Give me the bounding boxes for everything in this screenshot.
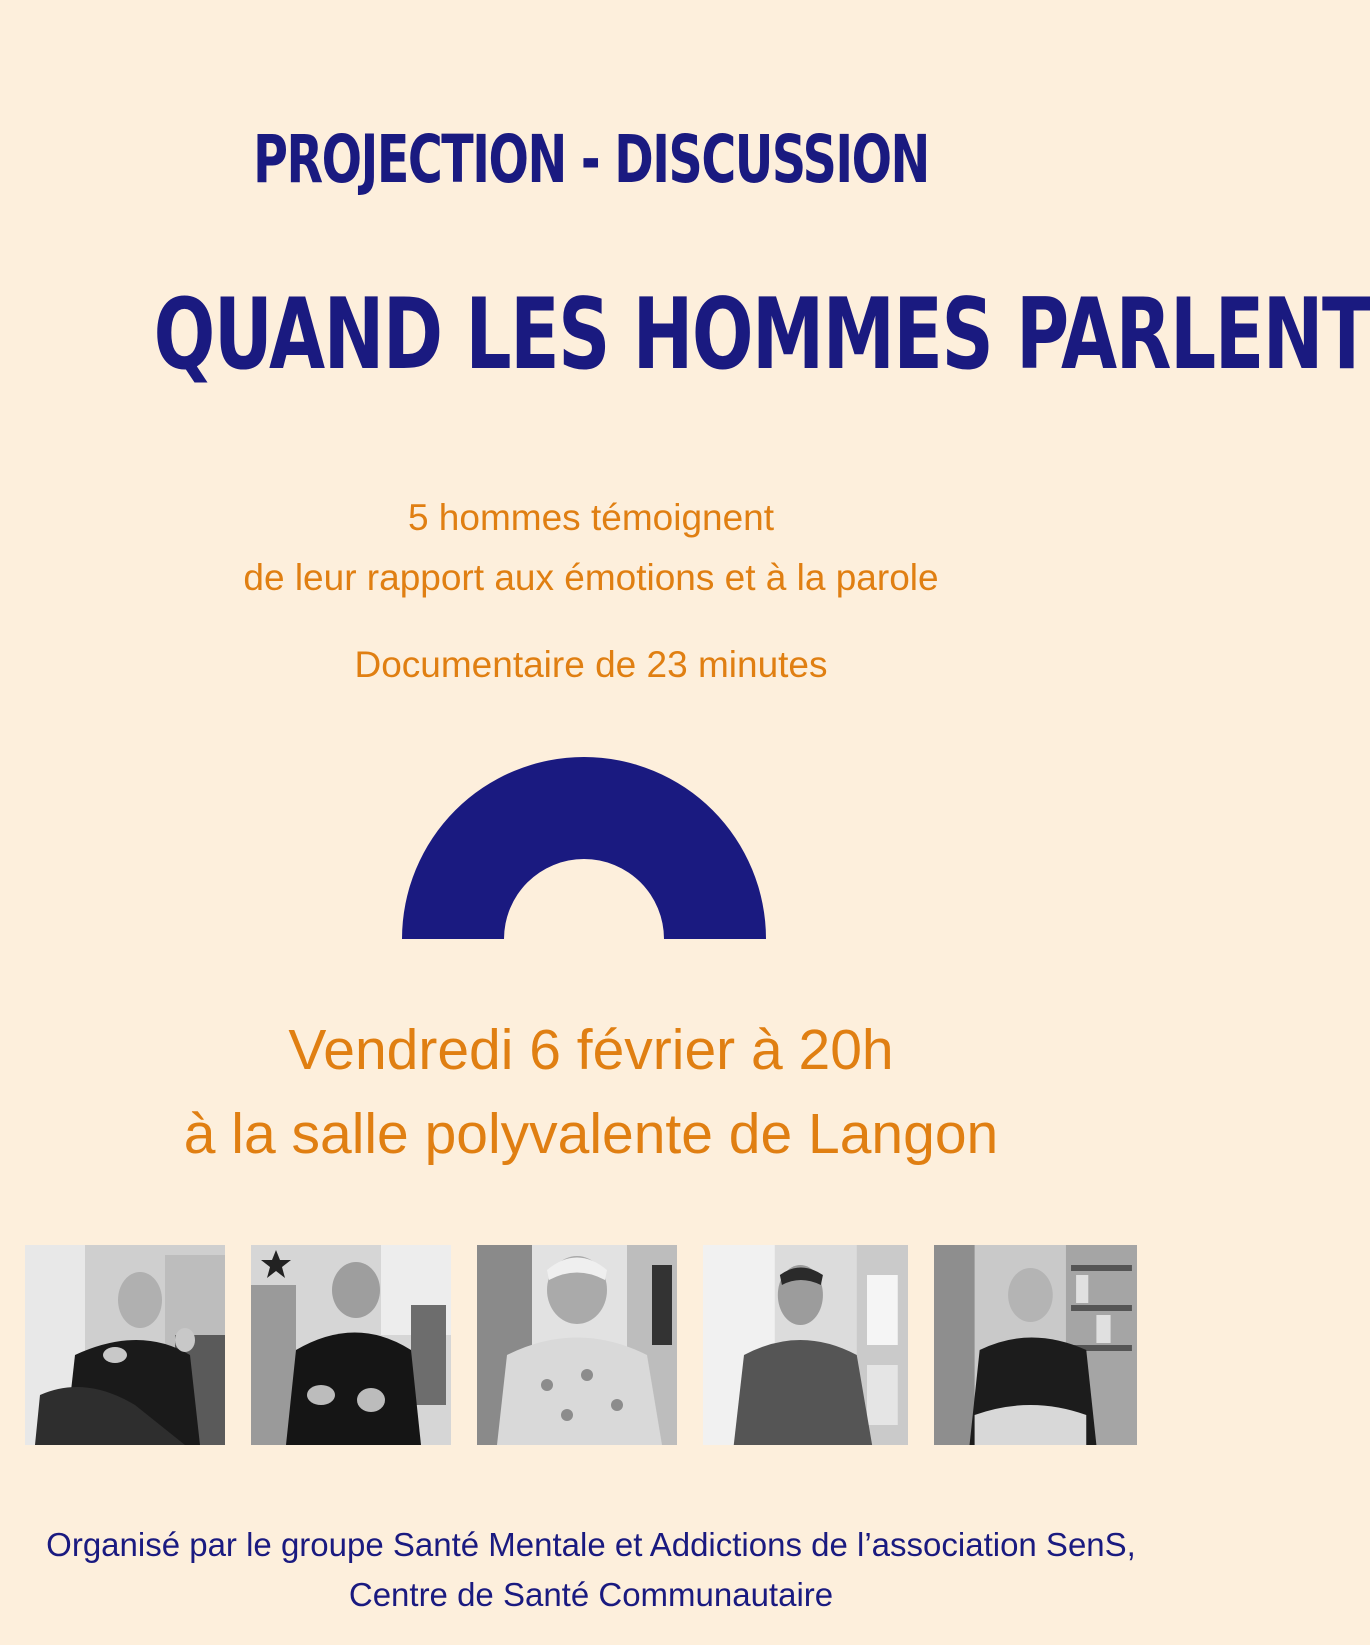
event-date-place bbox=[0, 1008, 1182, 1176]
event-kicker: PROJECTION - DISCUSSION bbox=[253, 121, 929, 198]
film-duration: Documentaire de 23 minutes bbox=[354, 644, 828, 685]
half-ring-graphic bbox=[402, 757, 766, 939]
portrait-photo-3 bbox=[477, 1245, 677, 1445]
portrait-photo-1 bbox=[25, 1245, 225, 1445]
event-venue: à la salle polyvalente de Langon bbox=[183, 1102, 999, 1166]
organizer-credit bbox=[0, 1520, 1182, 1620]
subtitle-line-2: de leur rapport aux émotions et à la parole bbox=[243, 557, 939, 598]
film-subtitle bbox=[0, 488, 1182, 608]
event-date: Vendredi 6 février à 20h bbox=[288, 1018, 894, 1082]
portrait-photo-2 bbox=[251, 1245, 451, 1445]
organizer-line-2: Centre de Santé Communautaire bbox=[348, 1576, 834, 1613]
subtitle-line-1: 5 hommes témoignent bbox=[407, 497, 775, 538]
portrait-photo-4 bbox=[703, 1245, 908, 1445]
film-title: QUAND LES HOMMES PARLENT bbox=[153, 278, 1370, 392]
organizer-line-1: Organisé par le groupe Santé Mentale et Addictions de l’association SenS, bbox=[46, 1526, 1136, 1563]
portrait-strip bbox=[0, 1245, 1182, 1445]
portrait-photo-5 bbox=[934, 1245, 1137, 1445]
